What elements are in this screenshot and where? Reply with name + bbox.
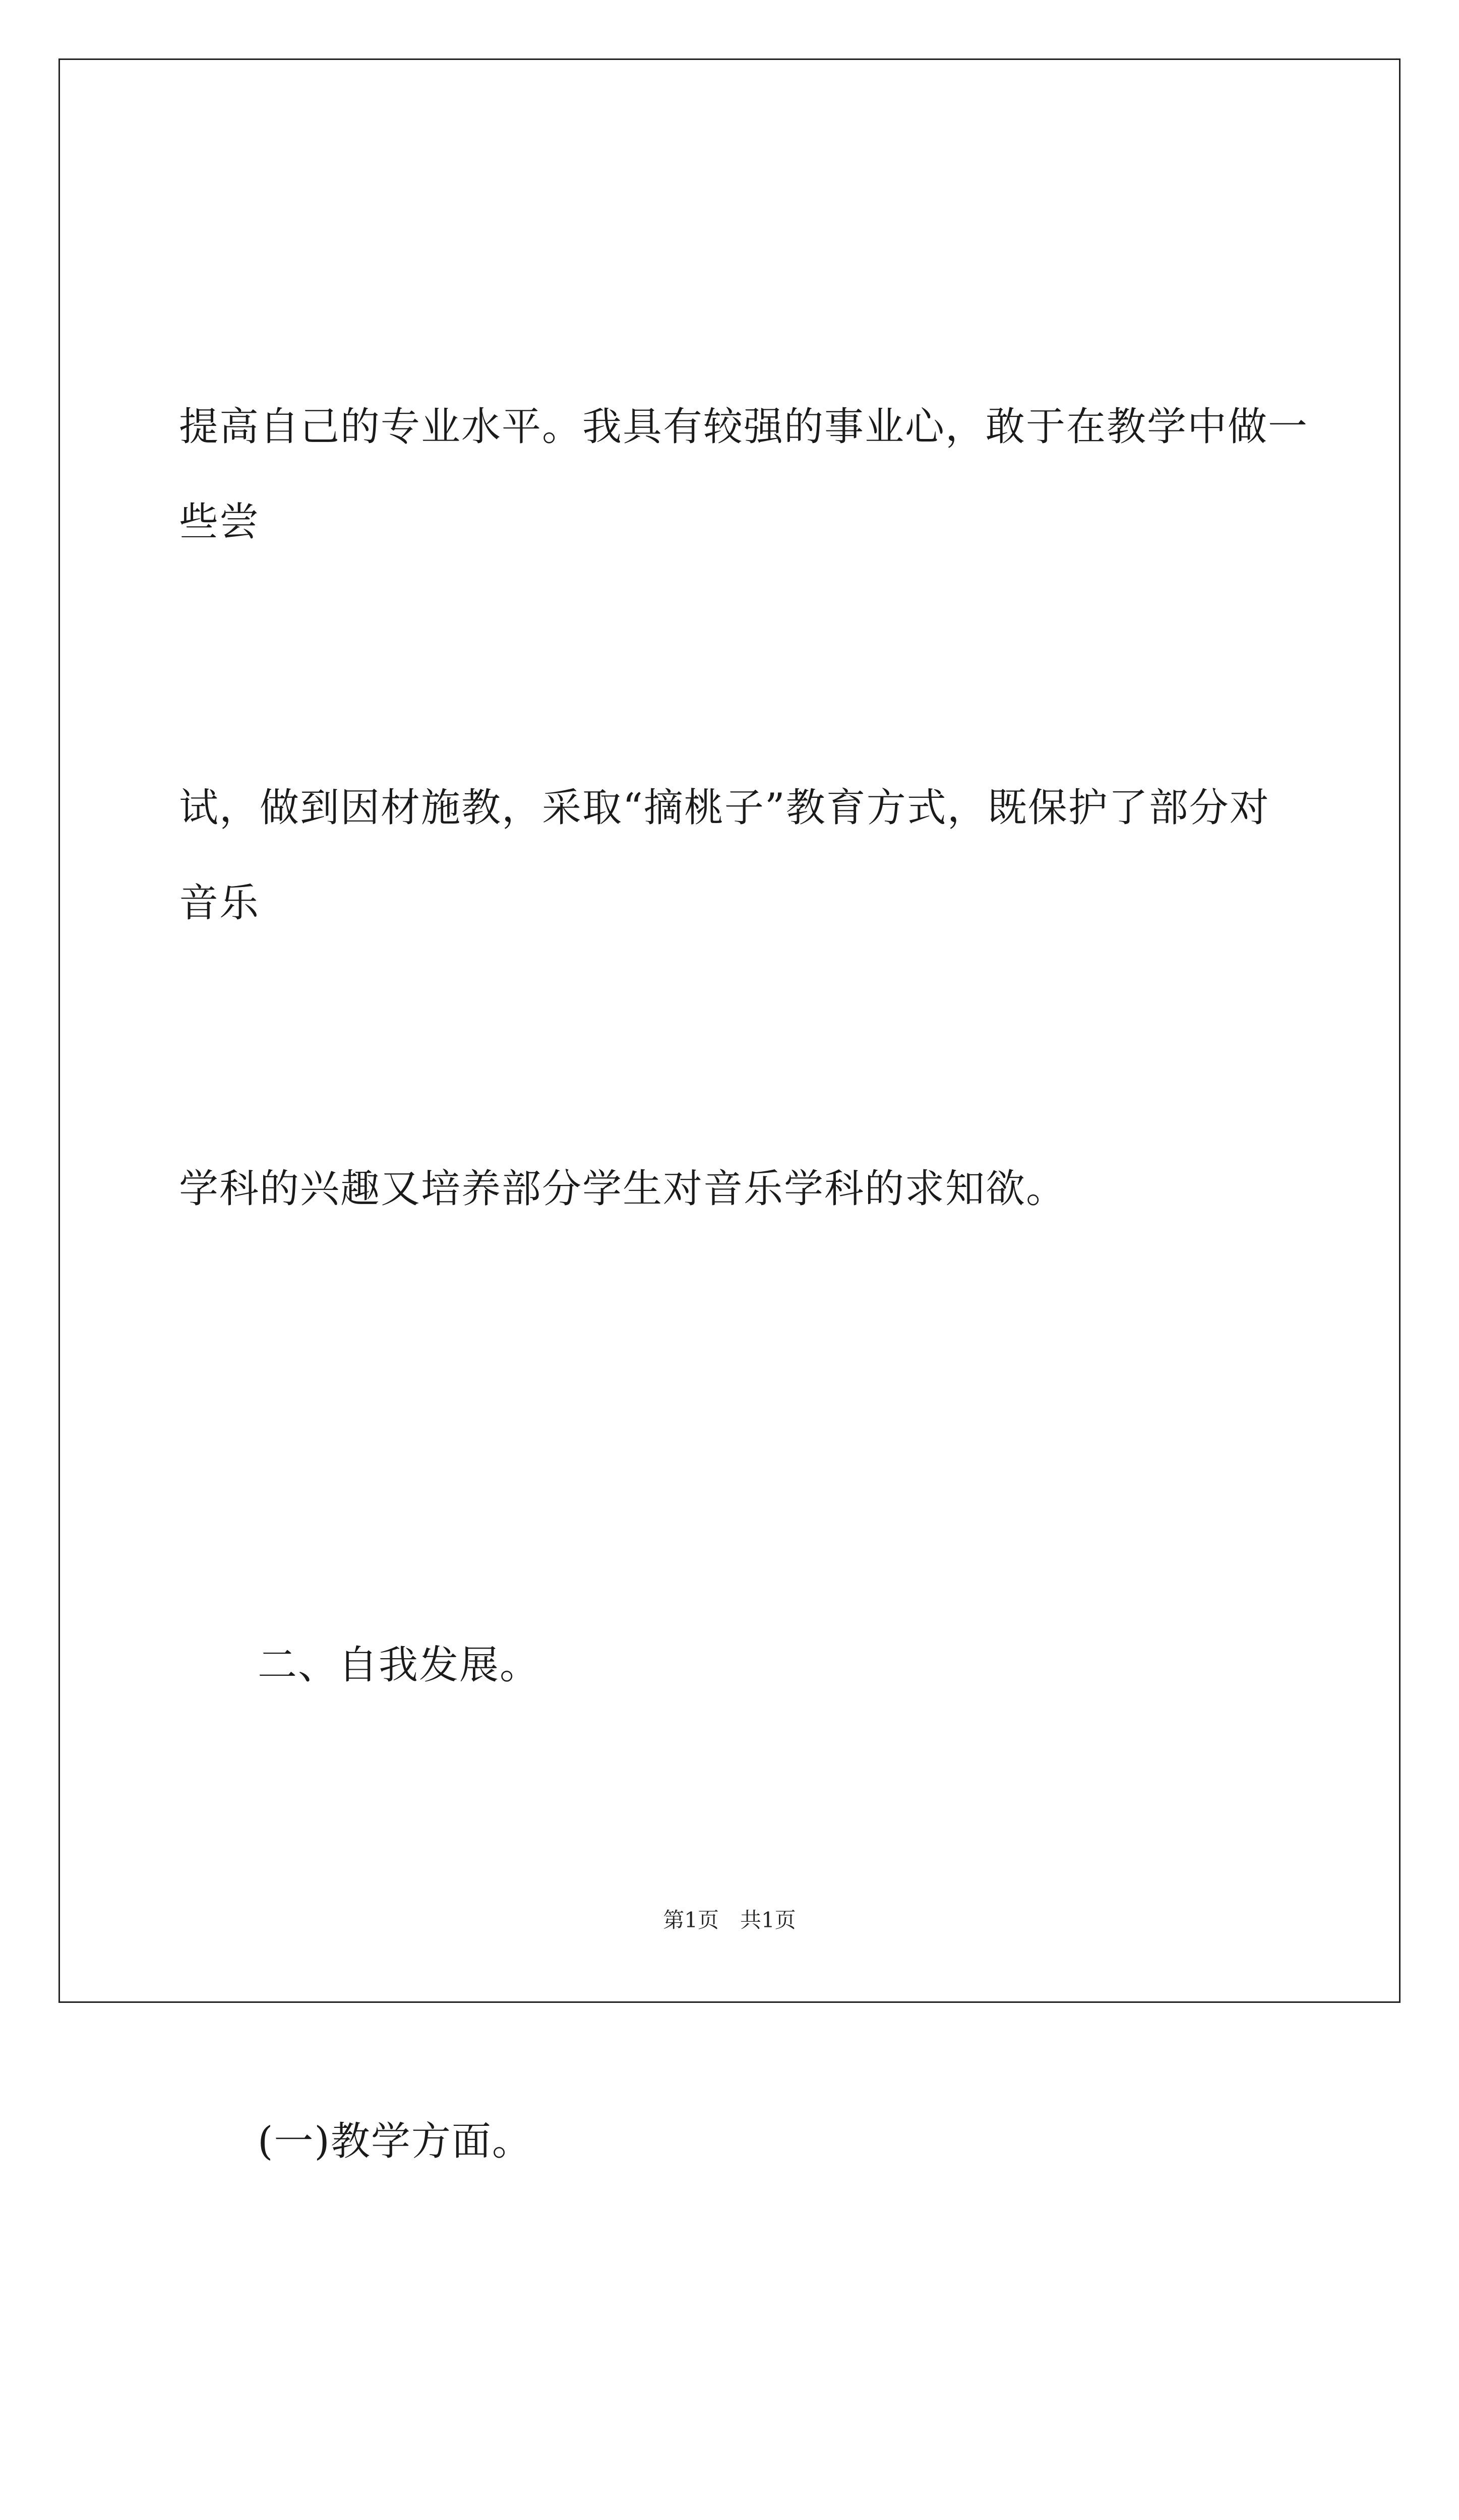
page-footer xyxy=(0,1905,1459,1935)
text-line: 试，做到因材施教，采取“摘桃子”教育方式，既保护了部分对音乐 xyxy=(179,785,1270,926)
document-body xyxy=(179,189,1308,2520)
text-line: 学科的兴趣又培养部分学生对音乐学科的求知欲。 xyxy=(179,1166,1067,1212)
paragraph-intro-continued xyxy=(179,189,1308,1427)
text-line: 二、自我发展。 xyxy=(258,1643,540,1688)
subsection-heading-teaching xyxy=(179,1904,1308,2380)
text-line: 提高自己的专业水平。我具有较强的事业心，敢于在教学中做一些尝 xyxy=(179,404,1309,545)
text-line: (一)教学方面。 xyxy=(258,2119,532,2164)
paragraph-item-1 xyxy=(179,2380,1308,2520)
page-number-label: 第1页 共1页 xyxy=(663,1908,796,1932)
section-heading-self-development xyxy=(179,1427,1308,1904)
